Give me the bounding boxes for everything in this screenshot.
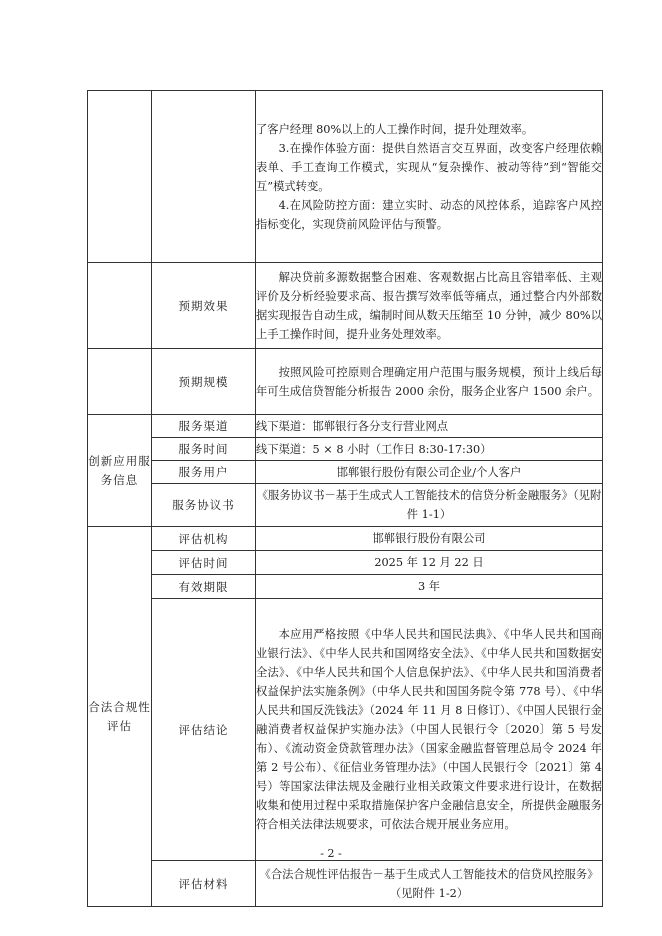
page-number: - 2 - (320, 847, 342, 860)
material-value: 《合法合规性评估报告－基于生成式人工智能技术的信贷风控服务》（见附件 1-2） (256, 861, 603, 907)
document-table (87, 90, 603, 907)
service-time-label: 服务时间 (152, 438, 256, 461)
service-channel-label: 服务渠道 (152, 415, 256, 438)
service-users-value: 邯郸银行股份有限公司企业/个人客户 (256, 461, 603, 484)
continuation-paragraph: 4.在风险防控方面：建立实时、动态的风控体系，追踪客户风控指标变化，实现贷前风险评估与预警。 (256, 198, 602, 231)
service-agreement-label: 服务协议书 (152, 484, 256, 527)
expected-scale-text: 按照风险可控原则合理确定用户范围与服务规模，预计上线后每年可生成信贷智能分析报告 2000 余份，服务企业客户 1500 余户。 (256, 349, 603, 415)
eval-time-value: 2025 年 12 月 22 日 (256, 551, 603, 575)
service-time-value: 线下渠道：5 × 8 小时（工作日 8:30-17:30） (256, 438, 603, 461)
continuation-paragraph: 3.在操作体验方面：提供自然语言交互界面，改变客户经理依赖表单、手工查询工作模式，实现从“复杂操作、被动等待”到“智能交互”模式转变。 (256, 141, 602, 193)
expected-effect-label: 预期效果 (152, 263, 256, 349)
blank-cell (152, 91, 256, 263)
expected-scale-label: 预期规模 (152, 349, 256, 415)
eval-time-label: 评估时间 (152, 551, 256, 575)
service-users-label: 服务用户 (152, 461, 256, 484)
conclusion-label: 评估结论 (152, 599, 256, 861)
validity-value: 3 年 (256, 575, 603, 599)
eval-org-label: 评估机构 (152, 527, 256, 551)
blank-cell (88, 263, 152, 349)
service-channel-value: 线下渠道：邯郸银行各分支行营业网点 (256, 415, 603, 438)
material-label: 评估材料 (152, 861, 256, 907)
validity-label: 有效期限 (152, 575, 256, 599)
service-info-group-label: 创新应用服务信息 (88, 415, 152, 527)
blank-cell (88, 349, 152, 415)
continuation-paragraph: 了客户经理 80%以上的人工操作时间，提升处理效率。 (256, 122, 534, 136)
expected-effect-text: 解决贷前多源数据整合困难、客观数据占比高且容错率低、主观评价及分析经验要求高、报告撰写效率低等痛点，通过整合内外部数据实现报告自动生成，编制时间从数天压缩至 10 分钟，减少 80%以上手工操作时间，提升业务处理效率。 (256, 263, 603, 349)
eval-org-value: 邯郸银行股份有限公司 (256, 527, 603, 551)
service-agreement-value: 《服务协议书－基于生成式人工智能技术的信贷分析金融服务》（见附件 1-1） (256, 484, 603, 527)
continuation-cell (256, 91, 603, 263)
blank-cell (88, 91, 152, 263)
conclusion-text: 本应用严格按照《中华人民共和国民法典》、《中华人民共和国商业银行法》、《中华人民共和国网络安全法》、《中华人民共和国数据安全法》、《中华人民共和国个人信息保护法》、《中华人民共和国消费者权益保护法实施条例》（中华人民共和国国务院令第 778 号）、《中华人民共和国反洗钱法》（2024 年 11 月 8 日修订）、《中国人民银行金融消费者权益保护实施办法》（中国人民银行令〔2020〕第 5 号发布）、《流动资金贷款管理办法》（国家金融监督管理总局令 2024 年第 2 号公布）、《征信业务管理办法》（中国人民银行令〔2021〕第 4 号）等国家法律法规及金融行业相关政策文件要求进行设计，在数据收集和使用过程中采取措施保护客户金融信息安全，所提供金融服务符合相关法律法规要求，可依法合规开展业务应用。 (256, 599, 603, 861)
compliance-group-label: 合法合规性评估 (88, 527, 152, 907)
